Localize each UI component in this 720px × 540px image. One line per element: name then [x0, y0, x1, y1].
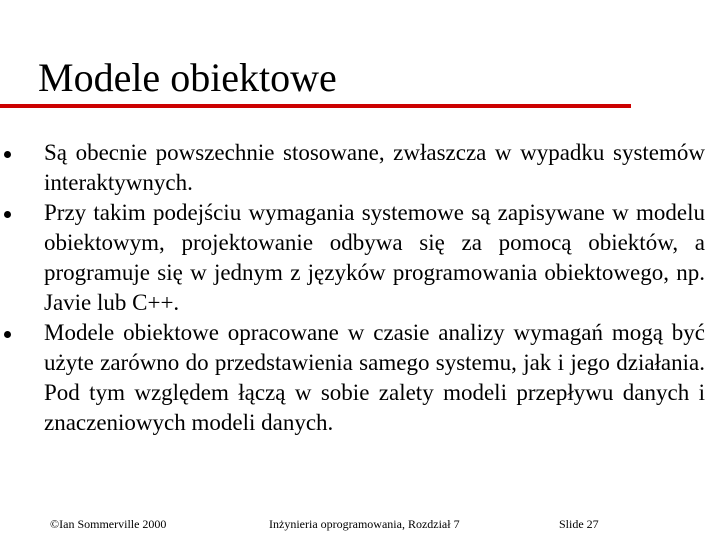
footer-slide-number: Slide 27	[559, 517, 599, 531]
bullet-dot-icon	[4, 211, 11, 218]
bullet-dot-icon	[4, 331, 11, 338]
bullet-text: Modele obiektowe opracowane w czasie analizy wymagań mogą być użyte zarówno do przedstawienia samego systemu, jak i jego działania. Pod tym względem łączą w sobie zalety modeli przepływu danych i znaczeniowych modeli danych.	[44, 320, 705, 435]
slide-title: Modele obiektowe	[38, 55, 337, 100]
bullet-text: Przy takim podejściu wymagania systemowe są zapisywane w modelu obiektowym, projektowanie odbywa się za pomocą obiektów, a programuje się w jednym z języków programowania obiektowego, np. Javie lub C++.	[44, 200, 705, 315]
bullet-list	[0, 138, 705, 438]
footer-course: Inżynieria oprogramowania, Rozdział 7	[269, 517, 460, 531]
title-underline	[0, 104, 631, 108]
bullet-item	[44, 138, 705, 198]
footer-copyright: ©Ian Sommerville 2000	[50, 517, 167, 531]
bullet-item	[44, 198, 705, 318]
bullet-item	[44, 318, 705, 438]
bullet-text: Są obecnie powszechnie stosowane, zwłaszcza w wypadku systemów interaktywnych.	[44, 140, 705, 195]
bullet-dot-icon	[4, 151, 11, 158]
